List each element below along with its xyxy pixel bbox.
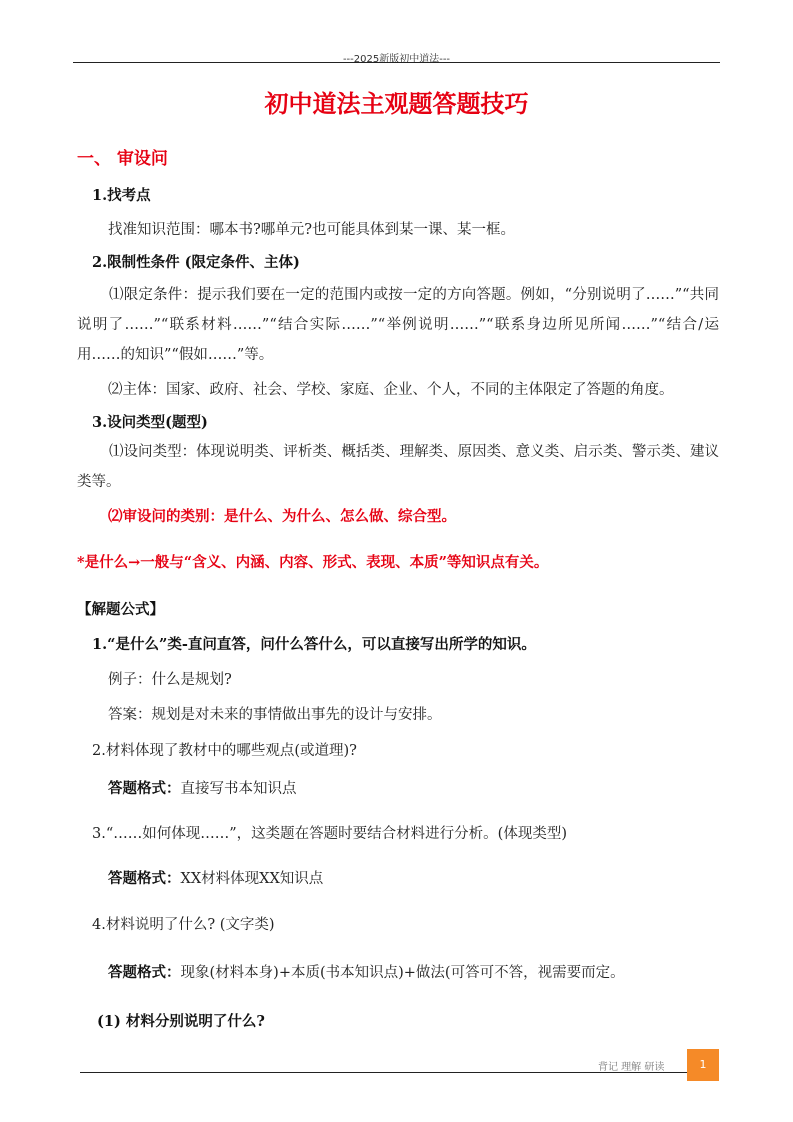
f3-format-text: XX材料体现XX知识点 [180,871,324,887]
page-number: 1 [687,1049,719,1081]
running-header: ---2025新版初中道法--- [342,54,451,65]
item2-para2: ⑵主体：国家、政府、社会、学校、家庭、企业、个人，不同的主体限定了答题的角度。 [108,382,674,398]
item1-text: 找准知识范围：哪本书?哪单元?也可能具体到某一课、某一框。 [108,222,516,238]
item2-para1: ⑴限定条件：提示我们要在一定的范围内或按一定的方向答题。例如，“分别说明了……”“共同说明了……”“联系材料……”“结合实际……”“举例说明……”“联系身边所见所闻……”“结合/运用……的知识”“假如……”等。 [77,287,719,363]
section-heading-1: 一、 审设问 [77,149,168,169]
f1-answer: 答案：规划是对未来的事情做出事先的设计与安排。 [108,707,442,723]
item3-para2: ⑵审设问的类别：是什么、为什么、怎么做、综合型。 [108,508,456,525]
footer-text: 背记 理解 研读 [598,1062,665,1073]
f1-example: 例子：什么是规划? [108,672,232,688]
f2-format-label: 答题格式： [108,780,181,797]
f4-answer-format [108,961,625,982]
note-line: *是什么→一般与“含义、内涵、内容、形式、表现、本质”等知识点有关。 [77,554,549,571]
f3-question: 3.“……如何体现……”，这类题在答题时要结合材料进行分析。(体现类型) [92,826,567,842]
f3-format-label: 答题格式： [108,870,181,887]
document-title: 初中道法主观题答题技巧 [264,90,529,118]
f2-answer-format [108,777,297,798]
f2-format-text: 直接写书本知识点 [180,781,297,797]
f5-heading: (1) 材料分别说明了什么? [97,1013,265,1030]
f1-heading: 1.“是什么”类-直问直答，问什么答什么，可以直接写出所学的知识。 [92,636,536,653]
formula-heading: 【解题公式】 [77,601,164,618]
f4-format-text: 现象(材料本身)+本质(书本知识点)+做法(可答可不答，视需要而定。 [180,965,625,981]
f2-question: 2.材料体现了教材中的哪些观点(或道理)? [92,743,357,759]
f4-format-label: 答题格式： [108,964,181,981]
item3-heading: 3.设问类型(题型) [92,414,208,431]
footer-divider [80,1072,688,1073]
item3-para1: ⑴设问类型：体现说明类、评析类、概括类、理解类、原因类、意义类、启示类、警示类、建议类等。 [77,444,719,490]
item1-heading: 1.找考点 [92,187,151,204]
f3-answer-format [108,867,323,888]
f4-question: 4.材料说明了什么? (文字类) [92,917,275,933]
item2-heading: 2.限制性条件 (限定条件、主体) [92,254,300,271]
header-divider [73,62,720,63]
